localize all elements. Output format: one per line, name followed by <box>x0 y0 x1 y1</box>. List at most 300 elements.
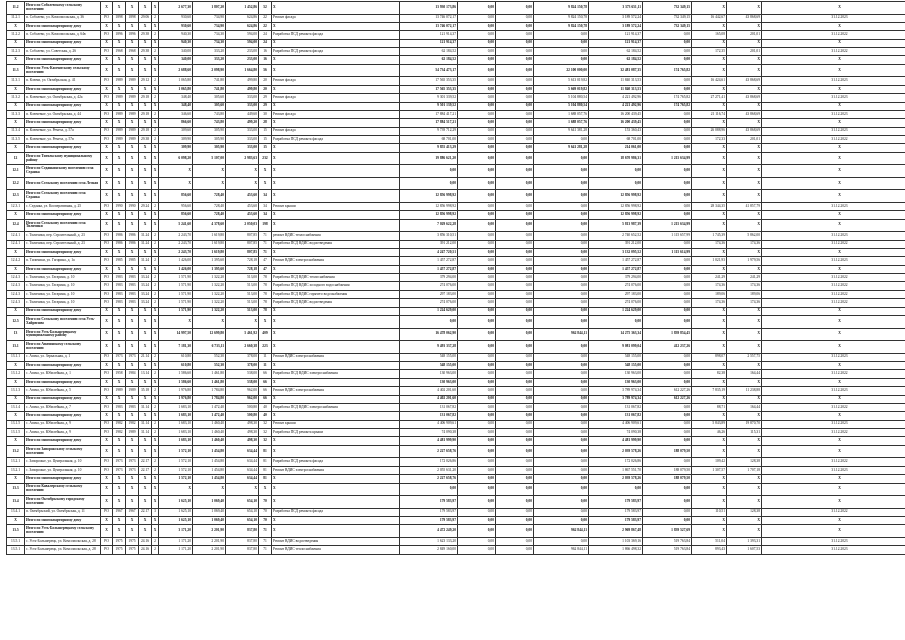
table-cell: 13.3 <box>7 483 25 496</box>
table-cell: 22 100 000,00 <box>534 64 589 77</box>
table-cell: 594,00 <box>226 39 259 47</box>
table-cell: 2 <box>152 110 159 118</box>
table-cell: 0,00 <box>496 290 534 298</box>
table-cell: Итого по многоквартирному дому <box>25 102 101 110</box>
table-cell: X <box>226 165 259 178</box>
table-cell: X <box>727 144 762 152</box>
table-cell: 500,80 <box>226 403 259 411</box>
table-cell: X <box>727 119 762 127</box>
table-cell: X <box>692 361 727 369</box>
table-cell: 1982 <box>113 420 126 428</box>
table-cell: 15 <box>259 144 272 152</box>
table-cell: 519 763,84 <box>643 546 692 554</box>
table-cell: 1973 <box>126 353 139 361</box>
table-cell: 1967 <box>113 508 126 516</box>
table-cell: 1986 <box>126 240 139 248</box>
table-cell: X <box>113 248 126 256</box>
table-cell: 31.12.2023 <box>762 110 905 118</box>
table-cell: 4 406 909,61 <box>400 420 458 428</box>
table-cell: 6 098,20 <box>159 152 193 165</box>
table-cell: 0,00 <box>496 403 534 411</box>
table-cell: 1 619,80 <box>193 232 226 240</box>
table-cell: X <box>762 361 905 369</box>
table-cell: 29 <box>259 94 272 102</box>
table-row <box>7 458 905 466</box>
table-cell: с. Апача, ул. Юбилейная, д. 9 <box>25 420 101 428</box>
table-cell: X <box>152 102 159 110</box>
table-cell: 1 625,10 <box>159 508 193 516</box>
table-cell: 0,00 <box>458 546 496 554</box>
table-cell: 0,00 <box>643 403 692 411</box>
table-cell: 0,00 <box>496 202 534 210</box>
table-cell: 5 843,89 <box>692 420 727 428</box>
table-cell: X <box>152 22 159 30</box>
table-cell: 15 <box>259 127 272 135</box>
table-cell: 1975 <box>126 546 139 554</box>
table-cell: 962 844,11 <box>534 525 589 538</box>
table-cell: 1968 <box>126 48 139 56</box>
table-cell: X <box>727 165 762 178</box>
table-cell: с. Запорожье, ул. Центральная, д. 10 <box>25 458 101 466</box>
table-cell: Итого по Кавалерскому сельскому поселению <box>25 483 101 496</box>
table-cell: 12 856 998,92 <box>589 211 643 219</box>
table-cell: X <box>126 496 139 509</box>
table-cell: X <box>101 211 113 219</box>
subtotal-row <box>7 328 905 341</box>
table-cell: 654,10 <box>226 508 259 516</box>
table-cell: 4 247 720,51 <box>400 248 458 256</box>
table-cell: Итого по Октябрьскому городскому поселению <box>25 496 101 509</box>
table-cell: 498,30 <box>226 429 259 437</box>
table-cell: 2 <box>152 466 159 474</box>
table-cell: 29.38 <box>139 48 152 56</box>
table-cell: 0,00 <box>496 119 534 127</box>
table-cell: X <box>152 525 159 538</box>
table-cell: X <box>727 307 762 315</box>
table-cell: X <box>101 102 113 110</box>
table-cell: 0,00 <box>534 353 589 361</box>
table-cell: X <box>152 39 159 47</box>
table-cell: 5 613 019,82 <box>534 77 589 85</box>
table-cell: 1 322,20 <box>193 282 226 290</box>
table-cell: 24 <box>259 39 272 47</box>
table-cell: X <box>7 265 25 273</box>
table-cell: 2 <box>152 458 159 466</box>
table-cell: 1 426,00 <box>159 265 193 273</box>
table-cell: 20 <box>259 85 272 93</box>
table-cell: п. Тиличики, ул. Гагарина, д. 1а <box>25 257 101 265</box>
table-cell: 0,00 <box>643 85 692 93</box>
table-cell: РО <box>101 31 113 39</box>
table-cell: X <box>126 483 139 496</box>
table-cell: 43 868,69 <box>727 127 762 135</box>
table-cell: 0,00 <box>589 483 643 496</box>
table-cell: 12.4.1 <box>7 232 25 240</box>
table-cell: X <box>7 144 25 152</box>
table-cell: 513,00 <box>226 299 259 307</box>
table-cell: X <box>692 165 727 178</box>
table-cell: 962 844,11 <box>534 546 589 554</box>
table-cell: 0,00 <box>458 370 496 378</box>
table-cell: 16 442,67 <box>692 14 727 22</box>
table-cell: 1 393,31 <box>727 537 762 545</box>
table-row <box>7 290 905 298</box>
table-cell: X <box>113 144 126 152</box>
table-cell: X <box>101 412 113 420</box>
table-cell: X <box>272 56 400 64</box>
table-cell: X <box>113 412 126 420</box>
table-cell: 5 813 987,39 <box>589 219 643 232</box>
table-cell: 1 839 527,69 <box>643 525 692 538</box>
table-cell: X <box>126 307 139 315</box>
table-cell: 0,00 <box>643 77 692 85</box>
table-cell: Разработка ПСД ВДИС электроснабжения <box>272 403 400 411</box>
table-cell: 0,00 <box>458 496 496 509</box>
table-cell: 78 <box>259 299 272 307</box>
table-cell: 32 <box>259 429 272 437</box>
table-cell: X <box>259 483 272 496</box>
table-cell: 1 426,00 <box>159 257 193 265</box>
table-cell: 0,00 <box>496 445 534 458</box>
table-cell: 0,00 <box>496 190 534 203</box>
table-cell: 201,01 <box>727 48 762 56</box>
table-cell: 174,36 <box>692 299 727 307</box>
table-cell: X <box>101 361 113 369</box>
table-cell: 0,00 <box>534 429 589 437</box>
table-cell: 728,40 <box>193 211 226 219</box>
table-cell: X <box>193 165 226 178</box>
table-cell: X <box>762 516 905 524</box>
table-cell: 174 765,82 <box>643 64 692 77</box>
table-cell: X <box>727 39 762 47</box>
table-cell: 0,00 <box>534 190 589 203</box>
table-cell: X <box>101 516 113 524</box>
table-row <box>7 48 905 56</box>
table-cell: 0,00 <box>534 508 589 516</box>
table-cell: X <box>762 496 905 509</box>
register-sheet <box>6 1 897 555</box>
table-cell: X <box>113 341 126 354</box>
table-cell: 1 461,80 <box>193 370 226 378</box>
table-cell: 31.14 <box>139 420 152 428</box>
table-cell: X <box>113 64 126 77</box>
table-cell: 31.14 <box>139 429 152 437</box>
subtotal-row <box>7 483 905 496</box>
table-cell: X <box>152 516 159 524</box>
table-cell: 333,00 <box>226 144 259 152</box>
table-cell: 81 <box>259 475 272 483</box>
table-cell: 2 201,90 <box>193 537 226 545</box>
table-cell: 0,00 <box>458 282 496 290</box>
table-cell: X <box>727 177 762 190</box>
table-cell: X <box>113 516 126 524</box>
table-cell: X <box>113 211 126 219</box>
table-cell: 2 <box>152 290 159 298</box>
table-cell: 1 224 629,00 <box>400 307 458 315</box>
capital-repair-table <box>6 1 905 555</box>
table-cell: 734,90 <box>193 14 226 22</box>
table-cell: 1989 <box>126 387 139 395</box>
table-cell: 9 301 339,52 <box>400 94 458 102</box>
table-cell: с. Апача, ул. Юбилейная, д. 9 <box>25 429 101 437</box>
table-cell: 1 454,80 <box>193 458 226 466</box>
table-cell: 624,86 <box>226 22 259 30</box>
table-cell: 0,00 <box>458 516 496 524</box>
subtotal-row <box>7 307 905 315</box>
table-cell: Итого по Сельскому поселению села Седанка <box>25 190 101 203</box>
table-cell: 0,00 <box>643 56 692 64</box>
table-cell: 0,00 <box>534 307 589 315</box>
table-row <box>7 77 905 85</box>
table-cell: 0,00 <box>534 282 589 290</box>
table-cell: 2 039 578,26 <box>589 475 643 483</box>
table-cell: 499,20 <box>226 119 259 127</box>
table-cell: X <box>272 475 400 483</box>
table-cell: X <box>272 445 400 458</box>
table-cell: 0,00 <box>534 232 589 240</box>
table-cell: X <box>101 22 113 30</box>
table-cell: 1 979,56 <box>727 257 762 265</box>
table-cell: 0,00 <box>458 48 496 56</box>
table-cell: 1 625,10 <box>159 496 193 509</box>
table-cell: X <box>152 64 159 77</box>
table-cell: 634,44 <box>226 475 259 483</box>
table-row <box>7 387 905 395</box>
table-cell: РО <box>101 420 113 428</box>
table-cell: 1 623 133,20 <box>400 537 458 545</box>
table-cell: 1989 <box>126 136 139 144</box>
table-cell: 130 963,00 <box>400 378 458 386</box>
table-cell: 1 571,90 <box>159 290 193 298</box>
table-cell: X <box>692 475 727 483</box>
table-cell: Итого по Усть-Большерецкому сельскому поселению <box>25 525 101 538</box>
table-cell: 1 322,20 <box>193 299 226 307</box>
table-cell: 47 <box>259 265 272 273</box>
table-cell: 0,00 <box>643 483 692 496</box>
table-cell: 305,60 <box>193 102 226 110</box>
table-cell: п. Ключи, ул. Октябрьская, д. 41 <box>25 77 101 85</box>
table-cell: X <box>272 248 400 256</box>
table-cell: 4 221 492,96 <box>589 94 643 102</box>
table-cell: 16 424,61 <box>692 77 727 85</box>
table-cell: X <box>727 341 762 354</box>
table-cell: X <box>7 22 25 30</box>
table-cell: 3 <box>152 508 159 516</box>
table-cell: 0,00 <box>458 265 496 273</box>
table-cell: 1 224 629,00 <box>589 307 643 315</box>
table-cell: X <box>139 85 152 93</box>
table-cell: X <box>272 152 400 165</box>
table-cell: 1 664,80 <box>226 64 259 77</box>
table-cell: X <box>727 483 762 496</box>
table-cell: 1958 <box>113 370 126 378</box>
table-cell: 612 227,26 <box>643 395 692 403</box>
subtotal-row <box>7 22 905 30</box>
table-cell: 728,18 <box>226 257 259 265</box>
table-cell: 0,00 <box>534 211 589 219</box>
table-cell: 0,00 <box>458 119 496 127</box>
table-cell: Разработка ПСД ремонта крыши <box>272 429 400 437</box>
table-cell: 0,00 <box>458 353 496 361</box>
table-cell: 31.12.2023 <box>762 202 905 210</box>
table-cell: 47 <box>259 257 272 265</box>
table-cell: 12 856 998,92 <box>400 190 458 203</box>
table-cell: X <box>126 248 139 256</box>
table-cell: Итого по многоквартирному дому <box>25 119 101 127</box>
table-row <box>7 110 905 118</box>
table-cell: 2 <box>152 48 159 56</box>
table-cell: 1983 <box>113 403 126 411</box>
table-cell: 0,00 <box>458 361 496 369</box>
table-cell: 46,26 <box>692 429 727 437</box>
table-cell: X <box>101 496 113 509</box>
table-cell: 0,00 <box>496 39 534 47</box>
table-cell: 743,80 <box>193 110 226 118</box>
table-cell: 807,85 <box>226 232 259 240</box>
table-cell: 732 349,15 <box>643 14 692 22</box>
table-cell: 66 <box>259 387 272 395</box>
table-cell: X <box>126 328 139 341</box>
table-cell: 0,00 <box>534 370 589 378</box>
table-cell: 1 069,40 <box>193 508 226 516</box>
table-cell: 43 868,69 <box>727 14 762 22</box>
table-cell: 40 <box>259 412 272 420</box>
table-cell: 12 856 998,92 <box>400 202 458 210</box>
table-cell: 548 155,00 <box>589 353 643 361</box>
table-cell: с. Апача, ул. Юбилейная, д. 5 <box>25 387 101 395</box>
table-cell: 1 171,20 <box>159 537 193 545</box>
table-cell: X <box>7 102 25 110</box>
table-cell: X <box>193 177 226 190</box>
table-cell: 3 132 095,52 <box>589 248 643 256</box>
table-cell: 1989 <box>113 136 126 144</box>
table-cell: 5 107,00 <box>193 152 226 165</box>
table-cell: 174,36 <box>692 282 727 290</box>
table-cell: 0,00 <box>496 64 534 77</box>
table-cell: X <box>7 437 25 445</box>
table-cell: 121 914,37 <box>400 31 458 39</box>
table-cell: 0,00 <box>496 22 534 30</box>
table-cell: 379 294,00 <box>589 274 643 282</box>
table-cell: 0,00 <box>643 265 692 273</box>
table-cell: 11 238,88 <box>727 387 762 395</box>
table-cell: Итого по многоквартирному дому <box>25 395 101 403</box>
table-cell: 0,00 <box>458 508 496 516</box>
table-cell: 0,00 <box>534 437 589 445</box>
table-row <box>7 31 905 39</box>
table-cell: 3 373 651,11 <box>589 2 643 15</box>
table-cell: 16 <box>259 56 272 64</box>
table-cell: 4 481 999,90 <box>400 437 458 445</box>
table-cell: Итого по многоквартирному дому <box>25 378 101 386</box>
table-cell: РО <box>101 508 113 516</box>
table-cell: 74 090,38 <box>589 429 643 437</box>
table-cell: 513,00 <box>226 307 259 315</box>
table-cell: X <box>152 445 159 458</box>
table-cell: X <box>272 2 400 15</box>
table-cell: 391 212,00 <box>400 240 458 248</box>
table-cell: 31.12.2022 <box>762 370 905 378</box>
subtotal-row <box>7 496 905 509</box>
table-cell: 309,90 <box>159 136 193 144</box>
table-cell: X <box>727 378 762 386</box>
table-cell: 274 076,00 <box>589 299 643 307</box>
table-cell: X <box>139 102 152 110</box>
table-cell: 11.3.2 <box>7 94 25 102</box>
table-cell: 0,00 <box>534 537 589 545</box>
table-cell: X <box>692 219 727 232</box>
table-cell: 0,00 <box>458 307 496 315</box>
table-cell: X <box>139 445 152 458</box>
table-cell: 34 <box>259 202 272 210</box>
table-cell: РО <box>101 14 113 22</box>
table-cell: 0,00 <box>643 437 692 445</box>
table-cell: X <box>272 22 400 30</box>
table-cell: X <box>139 64 152 77</box>
table-cell: X <box>226 177 259 190</box>
table-cell: 121 914,37 <box>400 39 458 47</box>
table-cell: Разработка ПСД ВДИС водоотведения <box>272 299 400 307</box>
table-cell: 1 115 657,99 <box>643 232 692 240</box>
table-cell: X <box>101 525 113 538</box>
subtotal-row <box>7 56 905 64</box>
table-cell: 0,00 <box>496 525 534 538</box>
table-cell: 0,00 <box>458 299 496 307</box>
table-cell: 71 <box>259 525 272 538</box>
table-cell: 1985 <box>113 257 126 265</box>
table-cell: 2 <box>152 127 159 135</box>
table-cell: 11 840 313,53 <box>589 77 643 85</box>
table-cell: РО <box>101 77 113 85</box>
table-cell: 2 <box>152 403 159 411</box>
table-cell: 0,00 <box>458 274 496 282</box>
table-cell: 17 565 353,35 <box>400 85 458 93</box>
table-cell: X <box>193 316 226 329</box>
table-cell: 0,00 <box>534 274 589 282</box>
table-cell: X <box>152 85 159 93</box>
table-cell: 11.3.5 <box>7 136 25 144</box>
table-cell: 0,00 <box>643 299 692 307</box>
table-cell: 0,00 <box>643 412 692 420</box>
table-cell: 2 <box>152 136 159 144</box>
table-cell: 379 294,00 <box>400 274 458 282</box>
table-cell: 0,00 <box>458 429 496 437</box>
table-cell: 131 067,82 <box>400 412 458 420</box>
table-cell: 0,00 <box>643 119 692 127</box>
table-cell: X <box>692 102 727 110</box>
table-cell: 1 395,60 <box>193 265 226 273</box>
table-cell: 0,00 <box>643 202 692 210</box>
table-cell: 0,00 <box>496 77 534 85</box>
table-cell: 12.4.3 <box>7 274 25 282</box>
table-cell: X <box>692 328 727 341</box>
table-cell: 610,80 <box>159 361 193 369</box>
table-cell: 13 930 173,86 <box>400 2 458 15</box>
table-cell: РО <box>101 274 113 282</box>
table-cell: X <box>762 39 905 47</box>
table-cell: 1989 <box>126 127 139 135</box>
table-cell: 13.5 <box>7 525 25 538</box>
table-cell: X <box>692 483 727 496</box>
table-cell: 513,00 <box>226 290 259 298</box>
table-cell: 1989 <box>126 94 139 102</box>
table-cell: 13 <box>7 328 25 341</box>
table-cell: Ремонт фасада <box>272 110 400 118</box>
table-cell: 9 824 150,78 <box>534 14 589 22</box>
table-cell: X <box>126 102 139 110</box>
table-cell: 1975 <box>126 537 139 545</box>
table-cell: Итого по Сельскому поселению села Лесная <box>25 177 101 190</box>
